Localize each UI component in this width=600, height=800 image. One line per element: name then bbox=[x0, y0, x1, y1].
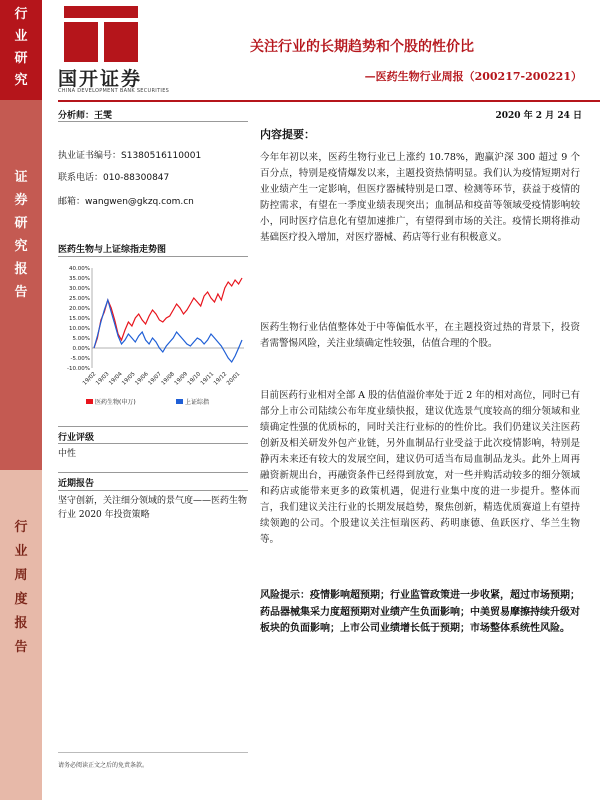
chart-title: 医药生物与上证综指走势图 bbox=[58, 245, 167, 255]
x-tick-label: 20/01 bbox=[225, 371, 242, 387]
x-tick-label: 19/10 bbox=[186, 371, 203, 387]
cert-value: S1380516110001 bbox=[121, 151, 202, 161]
divider bbox=[58, 121, 248, 122]
y-tick-label: 30.00% bbox=[69, 286, 90, 292]
email-row bbox=[58, 194, 248, 207]
logo-subtitle: CHINA DEVELOPMENT BANK SECURITIES bbox=[58, 88, 170, 94]
report-subtitle: —医药生物行业周报（200217-200221） bbox=[364, 70, 582, 83]
recent-label: 近期报告 bbox=[58, 479, 95, 489]
email-label: 邮箱： bbox=[58, 197, 86, 207]
legend-label: 上证综指 bbox=[185, 399, 210, 406]
x-tick-label: 19/05 bbox=[121, 371, 137, 387]
rating-label: 行业评级 bbox=[58, 433, 95, 443]
series-line-sse bbox=[94, 300, 242, 362]
risk-text: 疫情影响超预期；行业监管政策进一步收紧，超过市场预期；药品器械集采力度超预期对业绩产生负面影响；中美贸易摩擦持续升级对板块的负面影响；上市公司业绩增长低于预期；市场整体系统性风险。 bbox=[260, 590, 580, 634]
rating-value: 中性 bbox=[58, 449, 77, 459]
logo-mark-icon bbox=[64, 6, 138, 62]
divider bbox=[58, 426, 248, 427]
x-tick-label: 19/04 bbox=[108, 371, 124, 387]
sidebar-band-bottom bbox=[0, 470, 42, 800]
trend-chart bbox=[58, 262, 248, 412]
sidebar-band-top bbox=[0, 0, 42, 100]
analyst-name: 分析师：王雯 bbox=[58, 111, 113, 121]
y-tick-label: 10.00% bbox=[69, 326, 90, 332]
sidebar-char: 券 bbox=[14, 193, 28, 208]
sidebar-char: 告 bbox=[14, 285, 28, 300]
y-tick-label: 5.00% bbox=[72, 336, 90, 342]
legend-label: 医药生物(申万) bbox=[95, 399, 136, 406]
sidebar-char: 告 bbox=[14, 640, 28, 655]
y-tick-label: -5.00% bbox=[70, 356, 90, 362]
sidebar-char: 业 bbox=[14, 29, 28, 44]
sidebar-char: 报 bbox=[14, 616, 28, 631]
risk-warning bbox=[260, 588, 580, 638]
risk-label: 风险提示： bbox=[260, 590, 310, 601]
x-tick-label: 19/08 bbox=[160, 371, 176, 387]
x-tick-label: 19/07 bbox=[147, 371, 163, 387]
summary-heading: 内容提要： bbox=[260, 128, 315, 141]
legend-swatch bbox=[176, 399, 183, 404]
summary-paragraph-1: 今年年初以来，医药生物行业已上涨约 10.78%，跑赢沪深 300 超过 9 个百分点，特别是疫情爆发以来，主题投资热情明显。我们认为疫情短期对行业业绩产生一定影响，但医疗器械特别是口罩、检测等环节，获益于疫情的防控需求，有望在一季度业绩表现突出；血制品和疫苗等领域受疫情影响较小，同时医疗信息化有望加速推广，有望得到市场的关注。疫情长期将推动基础医疗投入增加，对医疗器械、药店等行业有积极意义。 bbox=[260, 152, 580, 243]
divider bbox=[58, 256, 248, 257]
x-tick-label: 19/12 bbox=[212, 371, 229, 387]
disclaimer-note: 请务必阅读正文之后的免责条款。 bbox=[58, 762, 149, 769]
sidebar-char: 业 bbox=[14, 544, 28, 559]
phone-label: 联系电话： bbox=[58, 173, 104, 183]
x-tick-label: 19/03 bbox=[95, 371, 111, 387]
divider bbox=[58, 472, 248, 473]
recent-report-link[interactable]: 坚守创新，关注细分领域的景气度——医药生物行业 2020 年投资策略 bbox=[58, 496, 248, 520]
phone-row bbox=[58, 170, 248, 183]
divider bbox=[58, 443, 248, 444]
sidebar-char: 行 bbox=[14, 520, 28, 535]
sidebar-char: 研 bbox=[14, 216, 28, 231]
x-tick-label: 19/11 bbox=[199, 371, 216, 387]
cert-number-row bbox=[58, 148, 248, 161]
divider bbox=[58, 752, 248, 753]
company-logo bbox=[58, 6, 168, 98]
series-line-pharma bbox=[94, 278, 242, 348]
y-tick-label: 40.00% bbox=[69, 266, 90, 272]
report-date: 2020 年 2 月 24 日 bbox=[495, 111, 582, 121]
y-tick-label: 35.00% bbox=[69, 276, 90, 282]
sidebar-char: 周 bbox=[14, 568, 28, 583]
y-tick-label: 25.00% bbox=[69, 296, 90, 302]
y-tick-label: 20.00% bbox=[69, 306, 90, 312]
sidebar-char: 究 bbox=[14, 73, 28, 88]
sidebar-char: 证 bbox=[14, 170, 28, 185]
x-tick-label: 19/09 bbox=[173, 371, 190, 387]
summary-paragraph-3: 目前医药行业相对全部 A 股的估值溢价率处于近 2 年的相对高位，同时已有部分上市公司陆续公布年度业绩快报，建议优选景气度较高的细分领域和业绩确定性强的优质标的，同时关注行业标的的性价比。我们仍建议关注医药创新及相关研发外包产业链，另外血制品行业受益于此次疫情影响，特别是静丙未来还有较大的发展空间，建议仍可适当布局血制品龙头。此外上周再融资新规出台，再融资条件已经得到放宽，对一些并购活动较多的细分领域和药店或能带来更多的政策机遇，促进行业集中度的进一步提升。整体而言，我们建议关注行业的长期发展趋势，聚焦创新，精选优质赛道上有望持续领跑的公司。个股建议关注恒瑞医药、药明康德、鱼跃医疗、华兰生物等。 bbox=[260, 390, 580, 545]
x-tick-label: 19/06 bbox=[134, 371, 150, 387]
logo-name: 国开证券 bbox=[58, 68, 143, 90]
header-divider bbox=[58, 100, 600, 102]
phone-value: 010-88300847 bbox=[103, 173, 170, 183]
legend-swatch bbox=[86, 399, 93, 404]
y-tick-label: 0.00% bbox=[72, 346, 90, 352]
y-tick-label: -10.00% bbox=[67, 366, 90, 372]
sidebar-char: 究 bbox=[14, 239, 28, 254]
cert-label: 执业证书编号： bbox=[58, 151, 122, 161]
divider bbox=[58, 490, 248, 491]
sidebar-char: 行 bbox=[14, 7, 28, 22]
report-title: 关注行业的长期趋势和个股的性价比 bbox=[250, 39, 474, 55]
sidebar-band-mid bbox=[0, 100, 42, 470]
summary-paragraph-2: 医药生物行业估值整体处于中等偏低水平，在主题投资过热的背景下，投资者需警惕风险，关注业绩确定性较强，估值合理的个股。 bbox=[260, 322, 580, 349]
email-value[interactable]: wangwen@gkzq.com.cn bbox=[85, 197, 194, 207]
sidebar-char: 研 bbox=[14, 51, 28, 66]
x-tick-label: 19/02 bbox=[81, 371, 98, 387]
sidebar-char: 度 bbox=[14, 592, 28, 607]
sidebar-char: 报 bbox=[14, 262, 28, 277]
y-tick-label: 15.00% bbox=[69, 316, 90, 322]
